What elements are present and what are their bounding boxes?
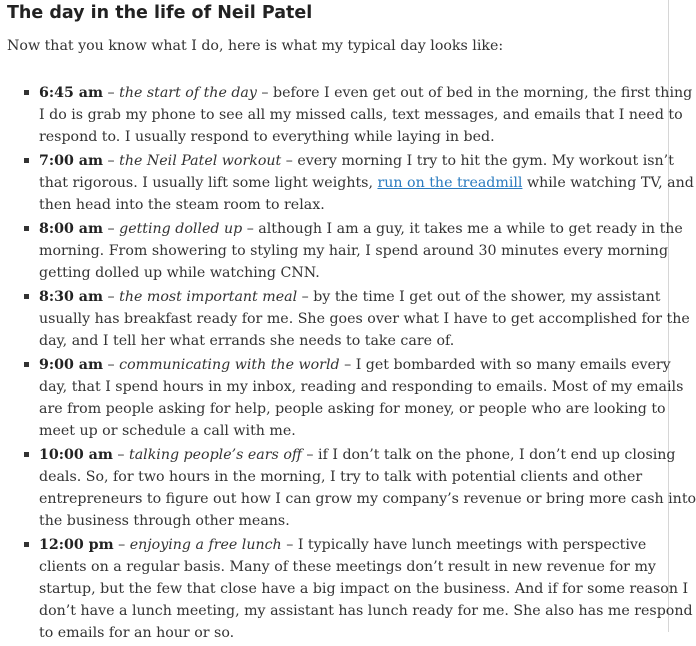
bullet-icon [24, 90, 29, 95]
schedule-topic: talking people’s ears off [129, 447, 302, 463]
schedule-time: 8:00 am [39, 221, 103, 237]
bullet-icon [24, 158, 29, 163]
schedule-line: day, that I spend hours in my inbox, reading and responding to emails. Most of my emails [39, 379, 684, 395]
schedule-item-1000am [39, 444, 696, 532]
dash-separator: – [103, 357, 120, 373]
schedule-line: entrepreneurs to figure out how I can grow my company’s revenue or bring more cash into [39, 491, 696, 507]
schedule-text: – before I even get out of bed in the morning, the first thing [256, 85, 693, 101]
schedule-line: then head into the steam room to relax. [39, 197, 325, 213]
schedule-text: – every morning I try to hit the gym. My workout isn’t [281, 153, 674, 169]
schedule-text: that rigorous. I usually lift some light weights, [39, 175, 378, 191]
schedule-line: to emails for an hour or so. [39, 625, 235, 641]
schedule-time: 7:00 am [39, 153, 103, 169]
schedule-time: 12:00 pm [39, 537, 114, 553]
schedule-line: don’t have a lunch meeting, my assistant has lunch ready for me. She also has me respond [39, 603, 693, 619]
schedule-topic: communicating with the world [119, 357, 340, 373]
schedule-line [39, 82, 693, 104]
dash-separator: – [113, 537, 130, 553]
bullet-icon [24, 294, 29, 299]
schedule-line [39, 150, 674, 172]
schedule-text: – I get bombarded with so many emails every [339, 357, 671, 373]
schedule-time: 9:00 am [39, 357, 103, 373]
schedule-line [39, 354, 671, 376]
dash-separator: – [103, 221, 120, 237]
schedule-line [39, 286, 660, 308]
dash-separator: – [103, 85, 120, 101]
schedule-item-800am [39, 218, 683, 284]
bullet-icon [24, 226, 29, 231]
schedule-line [39, 218, 683, 240]
schedule-item-700am [39, 150, 694, 216]
schedule-topic: the most important meal [119, 289, 298, 305]
schedule-time: 8:30 am [39, 289, 103, 305]
schedule-text: – if I don’t talk on the phone, I don’t end up closing [301, 447, 676, 463]
bullet-icon [24, 362, 29, 367]
schedule-line: morning. From showering to styling my hair, I spend around 30 minutes every morning [39, 243, 669, 259]
schedule-line [39, 172, 694, 194]
schedule-time: 6:45 am [39, 85, 103, 101]
dash-separator: – [103, 153, 120, 169]
schedule-item-900am [39, 354, 684, 442]
schedule-line: respond to. I usually respond to everything while laying in bed. [39, 129, 495, 145]
schedule-item-1200pm [39, 534, 693, 644]
schedule-text: – I typically have lunch meetings with perspective [281, 537, 647, 553]
section-heading: The day in the life of Neil Patel [7, 3, 313, 23]
schedule-line: getting dolled up while watching CNN. [39, 265, 320, 281]
schedule-text: – although I am a guy, it takes me a while to get ready in the [242, 221, 683, 237]
schedule-line: meet up or schedule a call with me. [39, 423, 296, 439]
schedule-line: day, and I tell her what errands she needs to take care of. [39, 333, 455, 349]
schedule-topic: the start of the day [119, 85, 257, 101]
schedule-topic: the Neil Patel workout [119, 153, 282, 169]
schedule-line [39, 444, 676, 466]
schedule-line: the business through other means. [39, 513, 290, 529]
schedule-line: are from people asking for help, people asking for money, or people who are looking to [39, 401, 666, 417]
schedule-item-645am [39, 82, 693, 148]
schedule-item-830am [39, 286, 690, 352]
dash-separator: – [112, 447, 129, 463]
bullet-icon [24, 452, 29, 457]
schedule-topic: enjoying a free lunch [129, 537, 282, 553]
daily-schedule-list [0, 82, 696, 646]
schedule-line: usually has breakfast ready for me. She goes over what I have to get accomplished for the [39, 311, 690, 327]
schedule-line: deals. So, for two hours in the morning, I try to talk with potential clients and other [39, 469, 643, 485]
schedule-text: – by the time I get out of the shower, my assistant [297, 289, 661, 305]
dash-separator: – [103, 289, 120, 305]
treadmill-link[interactable]: run on the treadmill [377, 175, 523, 191]
schedule-line: clients on a regular basis. Many of these meetings don’t result in new revenue for my [39, 559, 656, 575]
schedule-line: I do is grab my phone to see all my missed calls, text messages, and emails that I need to [39, 107, 683, 123]
schedule-line: startup, but the few that close have a big impact on the business. And if for some reason I [39, 581, 689, 597]
bullet-icon [24, 542, 29, 547]
schedule-text: while watching TV, and [522, 175, 694, 191]
schedule-topic: getting dolled up [119, 221, 243, 237]
schedule-line [39, 534, 660, 556]
intro-paragraph: Now that you know what I do, here is what my typical day looks like: [7, 38, 504, 54]
schedule-time: 10:00 am [39, 447, 113, 463]
